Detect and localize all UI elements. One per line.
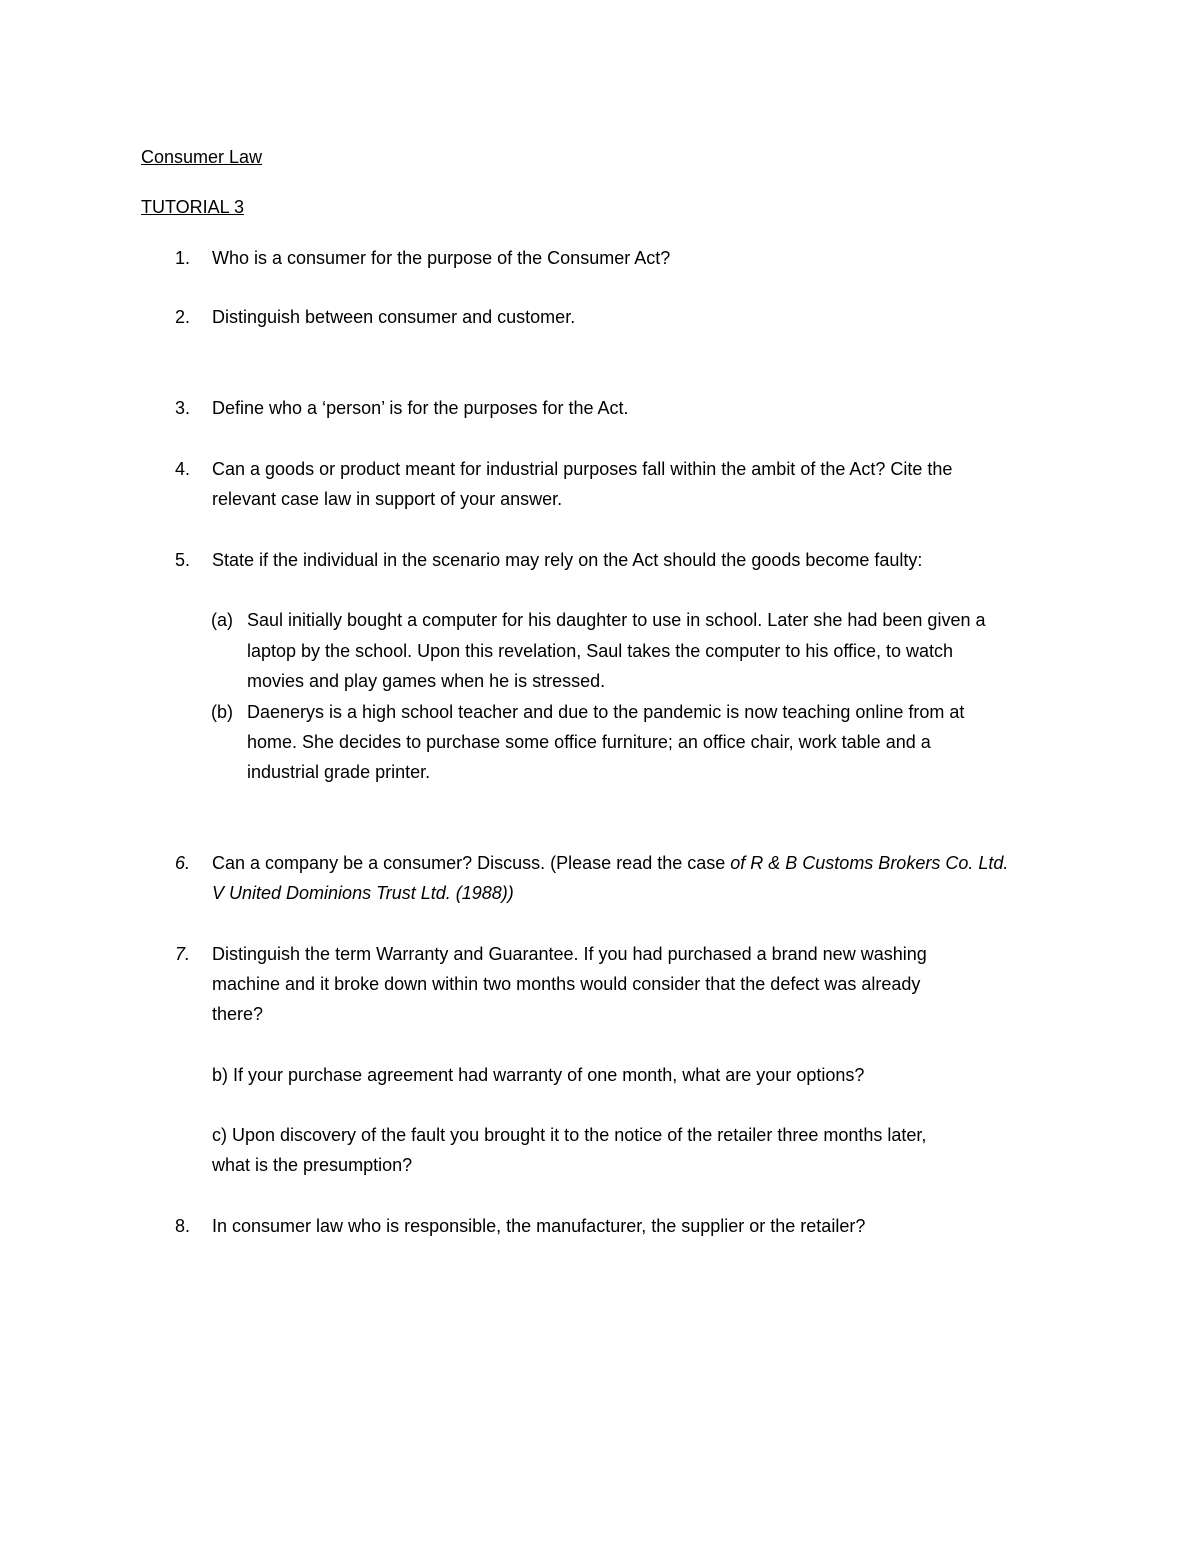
question-7-line-1: Distinguish the term Warranty and Guarantee. If you had purchased a brand new washing — [212, 944, 927, 964]
question-1: Who is a consumer for the purpose of the Consumer Act? — [212, 248, 671, 268]
question-number: 1. — [175, 248, 191, 268]
question-7-line-3: there? — [212, 1004, 264, 1024]
question-7c-line-1: c) Upon discovery of the fault you brought it to the notice of the retailer three months later, — [212, 1125, 927, 1145]
question-number: 4. — [175, 459, 191, 479]
question-number: 8. — [175, 1216, 191, 1236]
question-5a-line-2: laptop by the school. Upon this revelation, Saul takes the computer to his office, to watch — [247, 641, 954, 661]
question-number: 7. — [175, 944, 191, 964]
sub-question-label: (b) — [211, 702, 233, 722]
question-5b-line-3: industrial grade printer. — [247, 762, 431, 782]
sub-question-label: (a) — [211, 610, 233, 630]
question-4-line-2: relevant case law in support of your answer. — [212, 489, 563, 509]
question-5b-line-2: home. She decides to purchase some office furniture; an office chair, work table and a — [247, 732, 931, 752]
question-7-line-2: machine and it broke down within two months would consider that the defect was already — [212, 974, 921, 994]
question-7b: b) If your purchase agreement had warranty of one month, what are your options? — [212, 1065, 865, 1085]
question-5b-line-1: Daenerys is a high school teacher and due to the pandemic is now teaching online from at — [247, 702, 965, 722]
question-5a-line-3: movies and play games when he is stressed. — [247, 671, 606, 691]
question-7c-line-2: what is the presumption? — [212, 1155, 413, 1175]
question-6-line-2: V United Dominions Trust Ltd. (1988)) — [212, 883, 514, 903]
question-2: Distinguish between consumer and customer. — [212, 307, 576, 327]
question-3: Define who a ‘person’ is for the purposes for the Act. — [212, 398, 629, 418]
question-4-line-1: Can a goods or product meant for industrial purposes fall within the ambit of the Act? Cite the — [212, 459, 953, 479]
question-5a-line-1: Saul initially bought a computer for his daughter to use in school. Later she had been given a — [247, 610, 986, 630]
question-6-text: Can a company be a consumer? Discuss. (Please read the case — [212, 853, 731, 873]
document-title: Consumer Law — [141, 147, 263, 167]
question-number: 2. — [175, 307, 191, 327]
question-number: 6. — [175, 853, 191, 873]
question-6-line-1 — [212, 852, 1008, 874]
question-number: 3. — [175, 398, 191, 418]
question-number: 5. — [175, 550, 191, 570]
case-citation: of R & B Customs Brokers Co. Ltd. — [730, 853, 1009, 873]
question-5: State if the individual in the scenario may rely on the Act should the goods become faulty: — [212, 550, 923, 570]
question-8: In consumer law who is responsible, the manufacturer, the supplier or the retailer? — [212, 1216, 866, 1236]
tutorial-heading: TUTORIAL 3 — [141, 197, 245, 217]
